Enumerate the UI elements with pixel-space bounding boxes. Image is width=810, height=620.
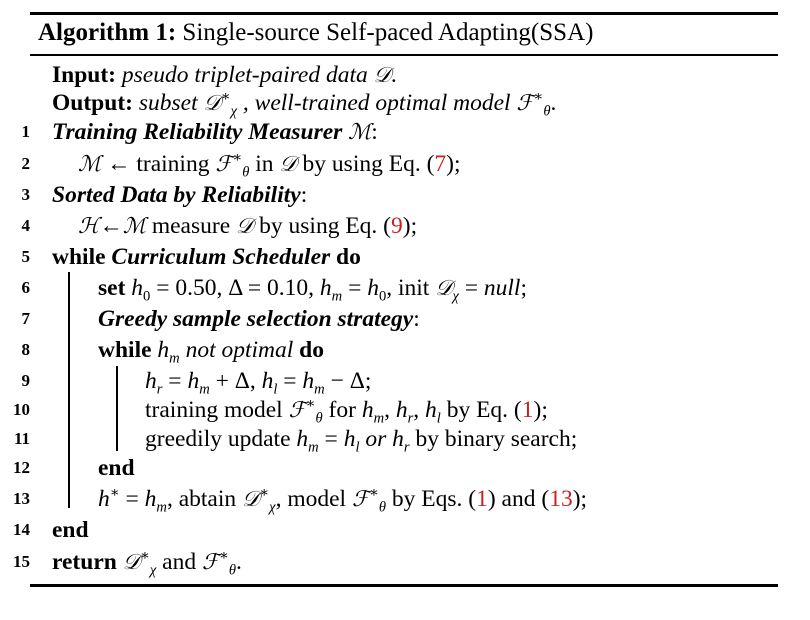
algo-line-9: $h_r = h_m + \Delta$, $h_l = h_m - \Delta$; [145, 368, 372, 398]
math-sub: r [407, 410, 414, 427]
math-eq: = [324, 426, 338, 452]
math-h: h [302, 368, 315, 394]
inner-loop-bar [116, 366, 118, 451]
math-value: 0.50 [175, 275, 217, 301]
step-heading: Curriculum Scheduler [111, 244, 331, 270]
math-star: ∗ [368, 485, 379, 502]
algo-line-1: Training Reliability Measurer ℳ: [52, 119, 378, 145]
math-star: ∗ [109, 485, 120, 502]
math-sub: r [156, 381, 163, 398]
math-chi: χ [230, 103, 238, 120]
math-sub: m [169, 350, 180, 367]
line-number: 1 [21, 122, 30, 141]
equation-link[interactable]: 1 [476, 486, 488, 512]
algo-line-10: training model ℱ∗$_\theta$ for $h_m$, $h_r$, $h_l$ by Eq. (1); [145, 396, 548, 427]
algorithm-title [38, 19, 593, 47]
line-text: for [328, 397, 356, 423]
keyword-do: do [299, 337, 324, 363]
math-star: ∗ [220, 89, 231, 106]
line-text: by binary search; [415, 426, 578, 452]
algo-line-15: return 𝒟∗$_\chi$ and ℱ∗$_\theta$. [52, 548, 242, 579]
math-eq: = [156, 275, 170, 301]
math-h: h [319, 275, 332, 301]
math-F: ℱ [201, 550, 219, 575]
line-number: 13 [13, 489, 30, 508]
input-text: pseudo triplet-paired data [121, 62, 368, 88]
math-h: h [361, 397, 374, 423]
math-h: h [392, 426, 404, 452]
keyword-end: end [52, 517, 89, 543]
line-text: model [287, 486, 347, 512]
line-text: measure [151, 213, 231, 239]
math-D: 𝒟 [203, 91, 221, 116]
line-text: training [136, 151, 210, 177]
math-value: 0.10 [267, 275, 309, 301]
line-number: 11 [13, 429, 30, 448]
math-minus: − [330, 368, 344, 394]
math-h: h [296, 426, 309, 452]
math-theta: θ [228, 562, 237, 579]
loop-condition: not optimal [185, 337, 294, 363]
input-line: Input: pseudo triplet-paired data 𝒟. [52, 62, 397, 88]
math-sub: 0 [143, 288, 151, 305]
line-number: 2 [21, 154, 30, 173]
math-or: or [365, 426, 387, 452]
math-sub: l [273, 381, 278, 398]
math-theta: θ [378, 499, 387, 516]
math-eq: = [168, 368, 182, 394]
math-star: ∗ [305, 396, 316, 413]
math-F: ℱ [516, 91, 534, 116]
math-H: ℋ [78, 214, 100, 239]
math-D: 𝒟 [435, 276, 453, 301]
line-text: ) and ( [487, 486, 550, 512]
line-number: 10 [13, 400, 30, 419]
math-sub: l [355, 439, 360, 456]
output-text-2: , well-trained optimal model [242, 90, 511, 116]
math-theta: θ [242, 164, 250, 181]
algo-line-13: $h^∗ = h_m$, abtain 𝒟∗$_\chi$, model ℱ∗$_\theta$ by Eqs. (1) and (13); [98, 485, 588, 516]
math-eq: = [283, 368, 297, 394]
algo-line-3: Sorted Data by Reliability: [52, 182, 308, 208]
algo-line-12 [98, 454, 135, 482]
step-heading: Sorted Data by Reliability [52, 182, 301, 208]
math-h: h [145, 368, 157, 394]
math-D: 𝒟 [242, 487, 260, 512]
line-number: 9 [21, 371, 30, 390]
equation-link[interactable]: 7 [434, 151, 447, 177]
math-null: null [483, 275, 521, 301]
algo-line-4 [78, 212, 417, 241]
bottom-rule [30, 584, 778, 587]
math-sub: m [373, 410, 385, 427]
keyword-end: end [98, 455, 135, 481]
math-h: h [98, 486, 110, 512]
math-star: ∗ [139, 548, 150, 565]
math-arrow: ← [106, 151, 131, 177]
math-eq: = [464, 275, 479, 301]
keyword-while: while [98, 337, 152, 363]
output-keyword: Output: [52, 90, 133, 116]
line-text: by Eq. ( [446, 397, 522, 423]
step-heading: Greedy sample selection strategy [98, 306, 414, 332]
math-eq: = [125, 486, 139, 512]
line-text: by Eqs. ( [391, 486, 477, 512]
algo-line-2 [78, 150, 461, 179]
algo-line-7: Greedy sample selection strategy: [98, 306, 420, 332]
line-text: in [255, 151, 274, 177]
keyword-set: set [98, 275, 126, 301]
line-text: ); [533, 397, 548, 423]
math-star: ∗ [533, 89, 544, 106]
math-F: ℱ [288, 398, 306, 423]
math-star: ∗ [259, 485, 270, 502]
algo-line-8 [98, 336, 324, 367]
keyword-do: do [336, 244, 361, 270]
math-sub: r [403, 439, 410, 456]
math-h: h [144, 486, 157, 512]
outer-loop-bar [68, 272, 70, 508]
math-chi: χ [452, 288, 459, 305]
math-h: h [187, 368, 200, 394]
line-text: abtain [178, 486, 237, 512]
line-text: and [162, 549, 197, 575]
line-number: 14 [13, 520, 30, 539]
input-keyword: Input: [52, 62, 117, 88]
equation-link[interactable]: 13 [549, 486, 573, 512]
math-delta: Δ [234, 368, 250, 394]
line-text: ); [572, 486, 588, 512]
math-plus: + [215, 368, 229, 394]
math-F: ℱ [215, 152, 233, 177]
math-sub: m [199, 381, 210, 398]
math-chi: χ [149, 562, 157, 579]
algo-line-11 [145, 425, 578, 456]
math-theta: θ [315, 410, 323, 427]
algo-line-14 [52, 516, 89, 544]
math-h: h [261, 368, 274, 394]
math-D: 𝒟 [373, 63, 391, 88]
line-number: 4 [21, 216, 30, 235]
math-delta: Δ [349, 368, 365, 394]
math-h: h [395, 397, 408, 423]
line-text: ); [446, 151, 461, 177]
equation-link[interactable]: 9 [391, 213, 403, 239]
output-text: subset [138, 90, 198, 116]
line-number: 7 [21, 309, 30, 328]
math-M: ℳ [78, 152, 102, 177]
math-M: ℳ [122, 214, 146, 239]
algorithm-name: Single-source Self-paced Adapting(SSA) [182, 19, 594, 46]
math-star: ∗ [218, 548, 229, 565]
math-eq: = [348, 275, 362, 301]
title-rule [30, 54, 778, 56]
line-text: training model [145, 397, 283, 423]
line-number: 3 [21, 185, 30, 204]
math-D: 𝒟 [279, 152, 297, 177]
math-h: h [343, 426, 356, 452]
math-sub: l [436, 410, 441, 427]
math-sub: m [156, 499, 167, 516]
math-sub: m [331, 288, 343, 305]
math-delta: Δ [228, 275, 243, 301]
line-text: by using Eq. ( [302, 151, 435, 177]
line-number: 15 [13, 552, 30, 571]
line-number: 5 [21, 247, 30, 266]
math-arrow: ← [99, 213, 123, 239]
math-h: h [157, 337, 170, 363]
keyword-return: return [52, 549, 117, 575]
algo-line-6: set $h_0 = 0.50$, Δ = 0.10, $h_m = h_0$, init 𝒟$_\chi$ = null; [98, 275, 527, 305]
top-rule [30, 12, 778, 15]
line-text: by using Eq. ( [259, 213, 391, 239]
math-theta: θ [543, 103, 551, 120]
math-sub: m [314, 381, 325, 398]
math-sub: 0 [378, 288, 387, 305]
line-text: greedily update [145, 426, 291, 452]
math-D: 𝒟 [122, 550, 140, 575]
math-h: h [131, 275, 144, 301]
step-heading: Training Reliability Measurer [52, 119, 343, 145]
line-number: 8 [21, 340, 30, 359]
equation-link[interactable]: 1 [521, 397, 534, 423]
line-number: 6 [21, 278, 30, 297]
math-M: ℳ [348, 120, 372, 145]
algorithm-label: Algorithm 1: [38, 19, 177, 46]
math-star: ∗ [232, 150, 243, 167]
output-line: Output: subset 𝒟∗$_\chi$ , well-trained optimal model ℱ∗$_\theta$. [52, 89, 557, 120]
math-eq: = [247, 275, 262, 301]
line-text: ); [402, 213, 418, 239]
math-F: ℱ [351, 487, 369, 512]
algo-line-5 [52, 243, 361, 271]
math-sub: m [308, 439, 319, 456]
line-text: init [398, 275, 430, 301]
math-h: h [367, 275, 379, 301]
keyword-while: while [52, 244, 106, 270]
line-number: 12 [13, 458, 30, 477]
math-h: h [425, 397, 437, 423]
math-D: 𝒟 [236, 214, 254, 239]
math-chi: χ [269, 499, 276, 516]
